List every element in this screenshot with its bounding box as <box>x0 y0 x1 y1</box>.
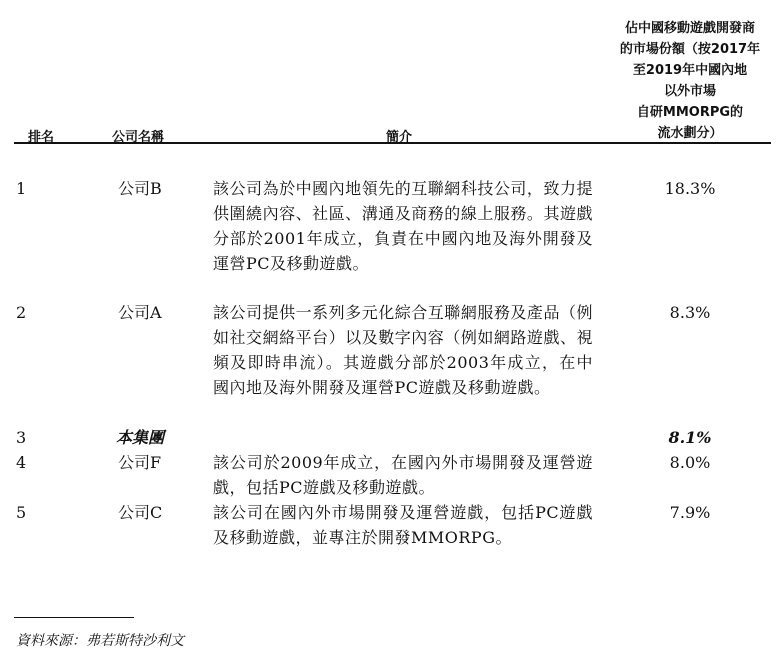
company-cell: 公司B <box>118 179 162 198</box>
description-cell: 該公司提供一系列多元化綜合互聯網服務及產品（例如社交網絡平台）以及數字內容（例如網路遊戲、視頻及即時串流）。其遊戲分部於2003年成立，在中國內地及海外開發及運營PC遊戲及移動遊戲。 <box>213 303 593 397</box>
share-cell: 7.9% <box>669 503 711 522</box>
share-cell: 8.0% <box>669 453 711 472</box>
rank-cell: 5 <box>16 503 27 522</box>
rank-cell: 3 <box>16 428 27 447</box>
share-cell: 18.3% <box>664 179 716 198</box>
share-cell-group: 8.1% <box>668 428 712 447</box>
description-cell: 該公司在國內外市場開發及運營遊戲，包括PC遊戲及移動遊戲，並專注於開發MMORPG。 <box>213 503 593 547</box>
company-cell: 公司C <box>118 503 163 522</box>
company-header: 公司名稱 <box>112 130 165 145</box>
intro-header: 簡介 <box>386 130 413 145</box>
share-header-line: 至2019年中國內地 <box>632 63 748 78</box>
market-share-header <box>605 18 775 144</box>
share-header-line: 佔中國移動遊戲開發商 <box>624 21 755 36</box>
rank-cell: 4 <box>16 453 27 472</box>
share-cell: 8.3% <box>669 303 711 322</box>
share-header-line: 的市場份額（按2017年 <box>619 42 761 57</box>
company-cell: 公司A <box>118 303 162 322</box>
share-header-line: 流水劃分） <box>657 126 723 141</box>
source-note: 資料來源：弗若斯特沙利文 <box>16 633 184 649</box>
description-cell: 該公司為於中國內地領先的互聯網科技公司，致力提供圍繞內容、社區、溝通及商務的線上服務。其遊戲分部於2001年成立，負責在中國內地及海外開發及運營PC及移動遊戲。 <box>213 179 593 273</box>
company-cell: 公司F <box>118 453 162 472</box>
share-header-line: 自研MMORPG的 <box>636 105 744 120</box>
footnote-rule <box>14 617 134 618</box>
rank-header: 排名 <box>28 130 55 145</box>
description-cell: 該公司於2009年成立，在國內外市場開發及運營遊戲，包括PC遊戲及移動遊戲。 <box>213 453 593 497</box>
rank-cell: 2 <box>16 303 27 322</box>
rank-cell: 1 <box>16 179 27 198</box>
company-cell-group: 本集團 <box>116 428 165 447</box>
header-rule <box>14 142 771 144</box>
share-header-line: 以外市場 <box>663 84 716 99</box>
